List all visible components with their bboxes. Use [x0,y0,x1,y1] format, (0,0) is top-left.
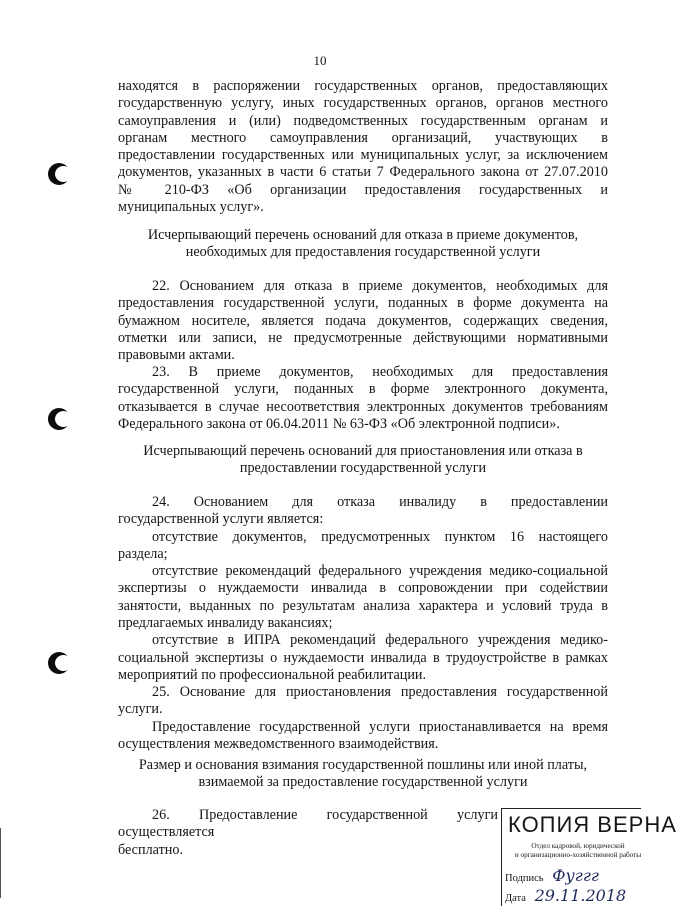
line: отказывается в случае несоответствия электронных документов требованиям [118,398,608,415]
line: 25. Основание для приостановления предоставления государственной [152,684,608,700]
heading-line: Исчерпывающий перечень оснований для отказа в приеме документов, [147,227,579,243]
stamp-signature-label: Подпись [505,873,544,884]
line: 26. Предоставление государственной услуги осуществляется [118,807,498,841]
line: документов, указанных в части 6 статьи 7 Федерального закона от 27.07.2010 [118,164,608,181]
heading-line: предоставлении государственной услуги [239,460,487,477]
stamp-dept-line: Отдел кадровой, юридической [531,842,625,850]
line: муниципальных услуг». [118,199,264,216]
line: отсутствие рекомендаций федерального учреждения медико-социальной [152,563,608,580]
punch-hole-icon [48,163,70,185]
section-heading-refusal-acceptance [118,227,608,262]
stamp-date-label: Дата [505,893,526,904]
margin-binding-mark [0,828,7,898]
line: отсутствие в ИПРА рекомендаций федерального учреждения медико- [152,632,608,649]
line: социальной экспертизы о нуждаемости инвалида в трудоустройстве в рамках [118,649,608,666]
handwritten-signature: Фуггг [552,866,600,885]
line: государственную услугу, иных государственных органов, органов местного [118,95,608,112]
paragraph-24 [118,494,608,684]
section-heading-suspension [118,443,608,478]
paragraph-26 [118,807,498,859]
line: раздела; [118,545,168,562]
heading-line: взимаемой за предоставление государственной услуги [198,774,528,791]
line: предлагаемых инвалиду вакансиях; [118,615,333,632]
line: государственной услуги, поданных в форме электронного документа, [118,381,608,398]
line: мероприятий по профессиональной реабилитации. [118,666,427,683]
section-heading-fee [118,757,608,792]
line: бумажном носителе, является подача документов, содержащих сведения, [118,312,608,329]
line: органам местного самоуправления организаций, участвующих в [118,129,608,146]
line: Федерального закона от 06.04.2011 № 63-ФЗ «Об электронной подписи». [118,415,560,432]
stamp-signature-row [505,866,599,885]
paragraph-23 [118,364,608,433]
line: экспертизы о нуждаемости инвалида в сопровождении при содействии [118,580,608,597]
line: Предоставление государственной услуги приостанавливается на время [152,718,608,735]
line: находятся в распоряжении государственных органов, предоставляющих [118,78,608,94]
line: 22. Основанием для отказа в приеме документов, необходимых для [152,278,608,294]
line: 24. Основанием для отказа инвалиду в предоставлении [152,494,608,510]
paragraph-22 [118,278,608,364]
copy-certified-stamp [501,808,677,906]
line: отсутствие документов, предусмотренных пунктом 16 настоящего [152,528,608,545]
line: № 210-ФЗ «Об организации предоставления государственных и [118,181,608,198]
line: правовыми актами. [118,347,235,364]
handwritten-date: 29.11.2018 [534,886,627,905]
heading-line: Размер и основания взимания государственной пошлины или иной платы, [138,757,588,773]
line: предоставления государственной услуги, поданных в форме документа на [118,295,608,312]
line: предоставлении государственных или муниципальных услуг, за исключением [118,147,608,164]
line: осуществления межведомственного взаимодействия. [118,735,439,752]
line: 23. В приеме документов, необходимых для предоставления [152,364,608,380]
punch-hole-icon [48,408,70,430]
line: занятости, выданных по результатам анализа характера и условий труда в [118,597,608,614]
heading-line: Исчерпывающий перечень оснований для приостановления или отказа в [143,443,583,459]
stamp-dept-line: и организационно-хозяйственной работы [514,850,642,859]
punch-hole-icon [48,652,70,674]
line: государственной услуги является: [118,511,324,528]
paragraph-intro [118,78,608,216]
line: услуги. [118,701,163,718]
paragraph-25 [118,684,608,753]
line: отметки или записи, не предусмотренные действующими нормативными [118,329,608,346]
stamp-department [508,842,648,859]
line: самоуправления и (или) подведомственных государственным органам и [118,112,608,129]
line: бесплатно. [118,841,184,858]
stamp-date-row [505,886,626,905]
page-number: 10 [313,53,327,68]
heading-line: необходимых для предоставления государственной услуги [185,244,541,261]
stamp-title: КОПИЯ ВЕРНА [508,812,677,837]
